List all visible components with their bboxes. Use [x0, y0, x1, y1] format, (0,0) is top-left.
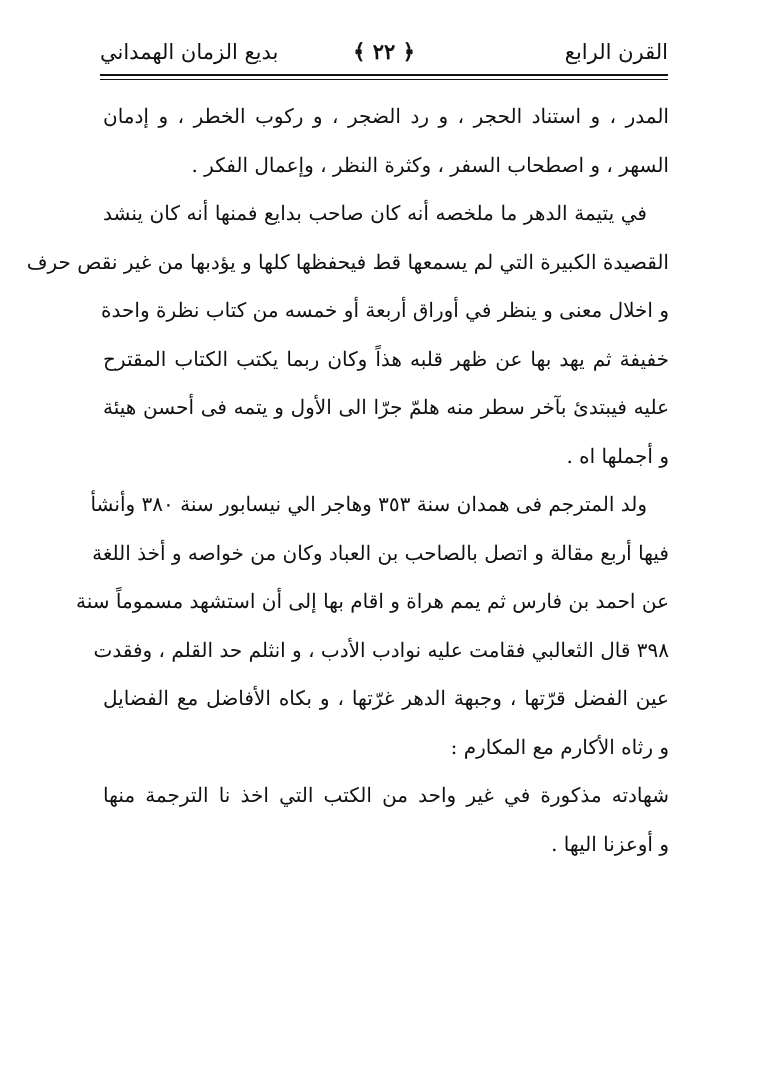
page-number: ﴿ ٢٢ ﴾ [353, 39, 415, 64]
header-subject: بديع الزمان الهمداني [100, 40, 279, 64]
body-text [26, 92, 669, 868]
text-line: السهر ، و اصطحاب السفر ، وكثرة النظر ، وإعمال الفكر . [191, 152, 669, 177]
header-chapter: القرن الرابع [564, 40, 668, 64]
text-line: و اخلال معنى و ينظر في أوراق أربعة أو خمسه من كتاب نظرة واحدة [101, 298, 669, 322]
text-line: و أجملها اه . [566, 443, 669, 468]
text-line: عن احمد بن فارس ثم يمم هراة و اقام بها إلى أن استشهد مسموماً سنة [76, 589, 669, 613]
text-line: القصيدة الكبيرة التي لم يسمعها قط فيحفظها كلها و يؤدبها من غير نقص حرف [26, 249, 669, 274]
text-line: في يتيمة الدهر ما ملخصه أنه كان صاحب بدايع فمنها أنه كان ينشد [103, 201, 647, 225]
text-line: فيها أربع مقالة و اتصل بالصاحب بن العباد وكان من خواصه و أخذ اللغة [92, 540, 669, 565]
text-line: ٣٩٨ قال الثعالبي فقامت عليه نوادب الأدب ، و انثلم حد القلم ، وفقدت [93, 637, 669, 662]
text-line: و أوعزنا اليها . [551, 831, 669, 856]
header-rule [100, 74, 668, 76]
text-line: شهادته مذكورة في غير واحد من الكتب التي اخذ نا الترجمة منها [103, 783, 669, 807]
header-rule-thin [100, 79, 668, 80]
text-line: خفيفة ثم يهد بها عن ظهر قلبه هذاً وكان ربما يكتب الكتاب المقترح [103, 346, 669, 371]
text-line: المدر ، و استناد الحجر ، و رد الضجر ، و ركوب الخطر ، و إدمان [103, 104, 669, 128]
text-line: ولد المترجم فى همدان سنة ٣٥٣ وهاجر الي نيسابور سنة ٣٨٠ وأنشأ [90, 492, 647, 516]
text-line: عين الفضل قرّتها ، وجبهة الدهر غرّتها ، و بكاه الأفاضل مع الفضايل [103, 686, 669, 710]
text-line: و رثاه الأكارم مع المكارم : [450, 734, 669, 759]
running-header [100, 34, 668, 74]
text-line: عليه فيبتدئ بآخر سطر منه هلمّ جرّا الى الأول و يتمه فى أحسن هيئة [103, 395, 669, 419]
